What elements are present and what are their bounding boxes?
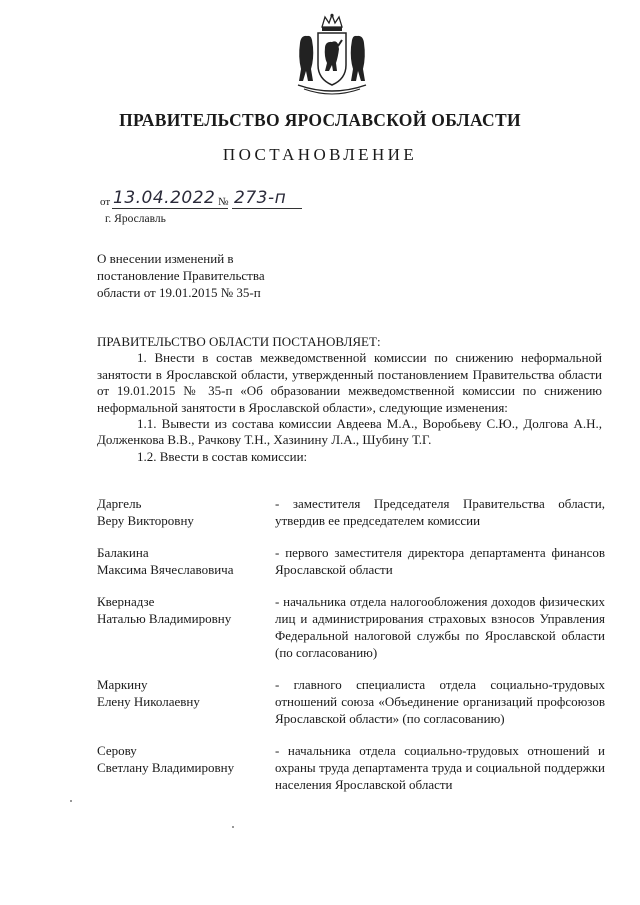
member-name [97, 544, 275, 578]
member-role: - заместителя Председателя Правительства области, утвердив ее председателем комиссии [275, 496, 605, 528]
number-underline [232, 208, 302, 209]
member-surname: Маркину [97, 677, 148, 692]
member-role: - первого заместителя директора департамента финансов Ярославской области [275, 545, 605, 577]
member-name [97, 593, 275, 661]
handwritten-number: 273-п [234, 188, 287, 208]
document-type: ПОСТАНОВЛЕНИЕ [222, 145, 418, 164]
member-given-name: Наталью Владимировну [97, 611, 232, 626]
member-name [97, 495, 275, 529]
member-role: - начальника отдела налогообложения доходов физических лиц и администрирования страховых взносов Управления Федеральной налоговой службы по Ярославской области (по согласованию) [275, 594, 605, 660]
paragraph-1-1: 1.1. Вывести из состава комиссии Авдеева М.А., Воробьеву С.Ю., Долгова А.Н., Долженкова В.В., Рачкову Т.Н., Хазинину Л.А., Шубину Т.Г. [97, 416, 602, 448]
member-given-name: Светлану Владимировну [97, 760, 235, 775]
handwritten-date: 13.04.2022 [113, 188, 216, 208]
list-item [97, 544, 605, 578]
member-surname: Балакина [97, 545, 149, 560]
member-surname: Серову [97, 743, 137, 758]
subject-block [97, 250, 265, 301]
subject-line: О внесении изменений в [97, 251, 234, 266]
member-given-name: Елену Николаевну [97, 694, 200, 709]
subject-line: постановление Правительства [97, 268, 265, 283]
government-title: ПРАВИТЕЛЬСТВО ЯРОСЛАВСКОЙ ОБЛАСТИ [119, 110, 521, 130]
coat-of-arms-icon [292, 13, 372, 98]
resolution-body [97, 334, 602, 465]
member-surname: Квернадзе [97, 594, 155, 609]
list-item [97, 676, 605, 727]
list-item [97, 593, 605, 661]
member-surname: Даргель [97, 496, 142, 511]
member-given-name: Максима Вячеславовича [97, 562, 234, 577]
member-given-name: Веру Викторовну [97, 513, 194, 528]
city: г. Ярославль [105, 213, 166, 225]
member-role: - главного специалиста отдела социально-трудовых отношений союза «Объединение организаций профсоюзов Ярославской области» (по согласованию) [275, 677, 605, 726]
member-name [97, 742, 275, 793]
paragraph-1-2: 1.2. Ввести в состав комиссии: [137, 448, 308, 464]
date-prefix: от [100, 196, 111, 208]
date-underline [112, 208, 228, 209]
resolution-heading: ПРАВИТЕЛЬСТВО ОБЛАСТИ ПОСТАНОВЛЯЕТ: [97, 334, 381, 349]
number-prefix: № [218, 196, 229, 208]
list-item [97, 495, 605, 529]
member-name [97, 676, 275, 727]
subject-line: области от 19.01.2015 № 35-п [97, 285, 261, 300]
list-item [97, 742, 605, 793]
paragraph-1: 1. Внести в состав межведомственной комиссии по снижению неформальной занятости в Ярославской области, утвержденный постановлением Правительства области от 19.01.2015 № 35-п «Об образовании межведомственной комиссии по снижению неформальной занятости в Ярославской области», следующие изменения: [97, 350, 602, 415]
scan-speck [70, 800, 72, 802]
member-role: - начальника отдела социально-трудовых отношений и охраны труда департамента труда и социальной поддержки населения Ярославской области [275, 743, 605, 792]
scan-speck [232, 826, 234, 828]
member-list [97, 495, 605, 808]
